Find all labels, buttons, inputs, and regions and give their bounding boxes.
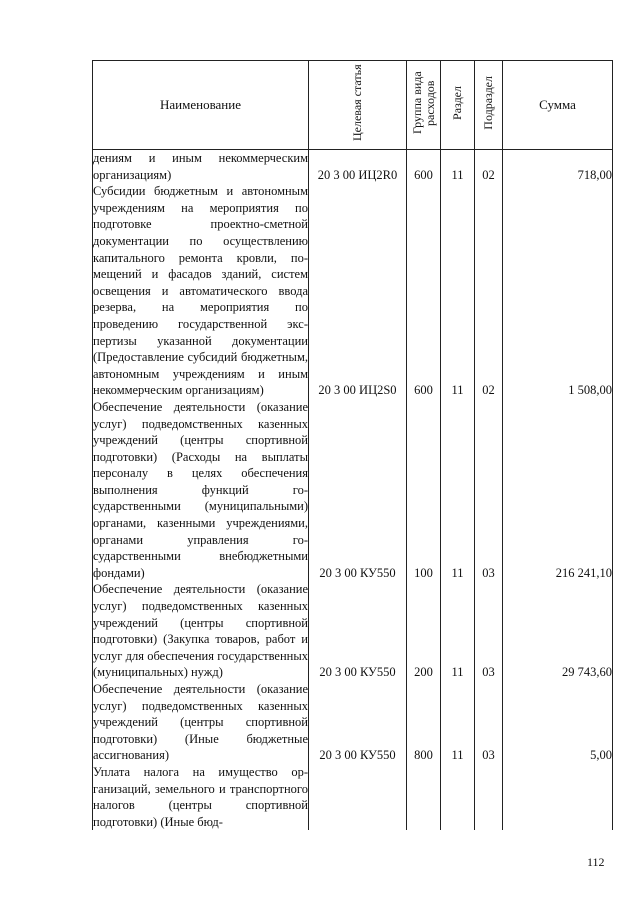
row-expense-group: 200 (407, 581, 441, 681)
row-expense-group: 800 (407, 681, 441, 764)
row-sum: 5,00 (503, 681, 613, 764)
table-row (93, 581, 613, 681)
budget-table (92, 60, 613, 830)
row-subsection: 03 (475, 581, 503, 681)
row-target-article: 20 3 00 ИЦ2S0 (309, 183, 407, 399)
row-subsection: 03 (475, 399, 503, 582)
row-expense-group: 100 (407, 399, 441, 582)
header-expense-group-cell (407, 61, 441, 150)
row-name: Обеспечение деятельности (оказание услуг) подведомственных казенных учреждений (центры спортивной подготовки) (Расходы на выплаты персоналу в целях обеспечения выполнения функций государственными (муниципальными) органами, казенными учреждениями, органами управления государственными внебюджетными фондами) (93, 399, 308, 580)
row-section: 11 (441, 681, 475, 764)
row-target-article: 20 3 00 КУ550 (309, 581, 407, 681)
header-section-cell (441, 61, 475, 150)
table-row (93, 399, 613, 582)
row-sum: 29 743,60 (503, 581, 613, 681)
row-section: 11 (441, 150, 475, 184)
header-section: Раздел (450, 86, 464, 120)
row-section: 11 (441, 399, 475, 582)
row-sum: 718,00 (503, 150, 613, 184)
row-subsection (475, 764, 503, 830)
header-name: Наименование (93, 61, 309, 150)
row-target-article: 20 3 00 ИЦ2R0 (309, 150, 407, 184)
row-subsection: 03 (475, 681, 503, 764)
table-row (93, 764, 613, 830)
table-row (93, 150, 613, 184)
header-target-article-cell (309, 61, 407, 150)
row-target-article: 20 3 00 КУ550 (309, 399, 407, 582)
page-number: 112 (587, 855, 605, 869)
header-sum: Сумма (503, 61, 613, 150)
row-name: дениям и иным некоммерческим организациям) (93, 151, 308, 182)
row-expense-group: 600 (407, 183, 441, 399)
row-section: 11 (441, 183, 475, 399)
header-expense-group: Группа вида расходов (409, 71, 437, 135)
header-subsection: Подраздел (481, 76, 495, 130)
row-target-article (309, 764, 407, 830)
header-target-article: Целевая статья (350, 64, 364, 142)
row-sum (503, 764, 613, 830)
table-row (93, 681, 613, 764)
row-name: Обеспечение деятельности (оказание услуг) подведомственных казенных учреждений (центры спортивной подготовки) (Закупка товаров, работ и услуг для обеспечения государственных (муниципальных) нужд) (93, 582, 308, 680)
header-subsection-cell (475, 61, 503, 150)
row-sum: 1 508,00 (503, 183, 613, 399)
row-name: Уплата налога на имущество организаций, земельного и транспортного налогов (центры спортивной подготовки) (Иные бюд- (93, 764, 308, 829)
row-sum: 216 241,10 (503, 399, 613, 582)
table-row (93, 183, 613, 399)
row-subsection: 02 (475, 150, 503, 184)
table-header-row (93, 61, 613, 150)
row-section: 11 (441, 581, 475, 681)
row-subsection: 02 (475, 183, 503, 399)
row-section (441, 764, 475, 830)
row-name: Обеспечение деятельности (оказание услуг) подведомственных казенных учреждений (центры спортивной подготовки) (Иные бюджетные ассигнования) (93, 682, 308, 763)
row-name: Субсидии бюджетным и автономным учреждениям на мероприятия по подготовке проектно-сметной документации по осуществлению капитального ремонта кровли, помещений и фасадов зданий, систем освещения и автоматического ввода резерва, на мероприятия по проведению государственной экспертизы указанной документации (Предоставление субсидий бюджетным, автономным учреждениям и иным некоммерческим организациям) (93, 184, 308, 398)
row-expense-group: 600 (407, 150, 441, 184)
row-target-article: 20 3 00 КУ550 (309, 681, 407, 764)
row-expense-group (407, 764, 441, 830)
